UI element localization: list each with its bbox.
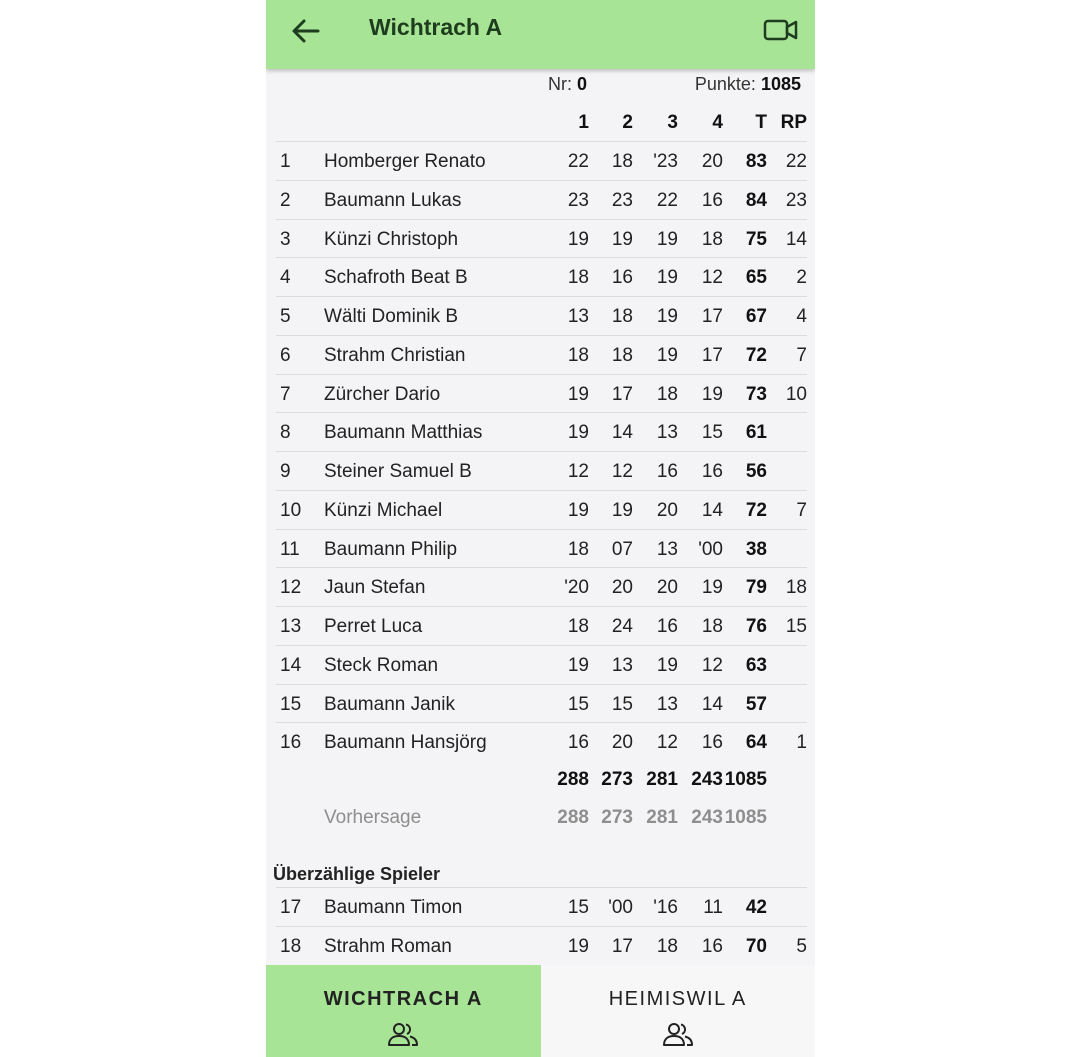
round-2-score: 07 [611,538,633,560]
player-name: Homberger Renato [324,151,486,172]
tab-heimiswil-a[interactable] [541,965,816,1057]
round-2-score: 12 [611,461,633,482]
total-score: 56 [745,461,767,482]
round-4-score: 18 [701,616,723,637]
total-score: 63 [745,654,767,676]
total-score: 83 [745,151,767,172]
round-1-score: 18 [567,538,589,560]
round-2-score: 24 [611,616,633,637]
prediction-cell: 1085 [724,807,767,828]
back-button[interactable] [288,13,324,49]
round-2-score: 17 [611,383,633,405]
rp-score [771,646,807,685]
round-1-score: 18 [567,267,589,289]
round-4-score: 15 [701,422,723,444]
round-3-score: '16 [653,897,678,918]
round-3-score: 19 [656,654,678,676]
round-3-score: 22 [656,189,678,211]
round-1-score: 19 [567,383,589,405]
bottom-tab-bar [266,965,815,1057]
rp-score [771,685,807,724]
round-1-score: 15 [567,693,589,715]
round-3-score: 16 [656,616,678,637]
prediction-cell: 243 [691,807,723,828]
table-row[interactable] [276,926,807,966]
rp-score: 7 [796,344,807,366]
round-3-score: 19 [656,306,678,327]
rp-score: 18 [785,577,807,599]
player-name: Baumann Lukas [324,189,462,211]
round-1-score: 19 [567,499,589,521]
round-2-score: 13 [611,654,633,676]
player-name: Baumann Matthias [324,422,483,444]
round-2-score: 20 [611,732,633,754]
round-4-score: 16 [701,935,723,957]
total-score: 84 [745,189,767,211]
total-score: 67 [745,306,767,327]
round-3-score: 19 [656,344,678,366]
row-number: 15 [280,693,302,715]
round-2-score: 20 [611,577,633,599]
round-4-score: 16 [701,189,723,211]
prediction-cell: 288 [557,807,589,828]
round-1-score: '20 [564,577,589,599]
nr-label: Nr: [548,74,572,94]
app-screen [266,0,815,1057]
column-header: T [755,112,767,133]
round-3-score: 20 [656,499,678,521]
app-bar [266,0,815,69]
prediction-cell: 281 [646,807,678,828]
row-number: 13 [280,616,302,637]
table-row[interactable] [276,684,807,724]
prediction-cell: 273 [601,807,633,828]
column-header: 4 [712,112,723,133]
table-row[interactable] [276,529,807,569]
round-2-score: 18 [611,151,633,172]
round-1-score: 18 [567,616,589,637]
table-row[interactable] [276,490,807,530]
player-name: Strahm Christian [324,344,466,366]
table-row[interactable] [276,296,807,336]
round-2-score: 14 [611,422,633,444]
table-row[interactable] [276,412,807,452]
summary-row [266,74,815,102]
round-1-score: 18 [567,344,589,366]
rp-score: 7 [796,499,807,521]
round-4-score: '00 [698,538,723,560]
round-1-score: 19 [567,228,589,250]
round-2-score: 17 [611,935,633,957]
player-name: Künzi Christoph [324,228,459,250]
player-name: Steiner Samuel B [324,461,472,482]
player-name: Steck Roman [324,654,439,676]
round-2-score: 23 [611,189,633,211]
rp-score [771,888,807,927]
rp-score [771,530,807,569]
round-1-score: 19 [567,654,589,676]
table-row[interactable] [276,722,807,762]
row-number: 6 [280,344,291,366]
tab-label: HEIMISWIL A [608,988,747,1010]
round-4-score: 20 [701,151,723,172]
round-4-score: 16 [701,461,723,482]
player-name: Wälti Dominik B [324,306,459,327]
round-1-score: 19 [567,935,589,957]
table-row[interactable] [276,606,807,646]
player-name: Jaun Stefan [324,577,426,599]
rp-score [771,452,807,491]
round-1-score: 23 [567,189,589,211]
round-4-score: 14 [701,499,723,521]
row-number: 2 [280,189,291,211]
round-3-score: 13 [656,538,678,560]
round-2-score: 18 [611,306,633,327]
table-row[interactable] [276,645,807,685]
round-1-score: 22 [567,151,589,172]
round-4-score: 14 [701,693,723,715]
table-row[interactable] [276,257,807,297]
table-row[interactable] [276,141,807,181]
round-3-score: 13 [656,422,678,444]
row-number: 7 [280,383,291,405]
round-4-score: 12 [701,654,723,676]
rp-score: 4 [796,306,807,327]
player-name: Baumann Hansjörg [324,732,487,754]
row-number: 12 [280,577,302,599]
total-score: 42 [745,897,767,918]
player-name: Künzi Michael [324,499,443,521]
row-number: 17 [280,897,302,918]
table-row[interactable] [276,335,807,375]
total-score: 57 [745,693,767,715]
extra-players-title: Überzählige Spieler [273,864,441,884]
rp-score: 1 [796,732,807,754]
row-number: 10 [280,499,302,521]
round-3-score: '23 [653,151,678,172]
video-camera-icon [761,14,801,46]
player-name: Baumann Timon [324,897,463,918]
total-score: 72 [745,344,767,366]
punkte-label: Punkte: [694,74,756,94]
row-number: 16 [280,732,302,754]
total-cell: 288 [557,769,589,790]
round-2-score: 16 [611,267,633,289]
total-score: 79 [745,577,767,599]
total-cell: 1085 [724,769,767,790]
player-name: Schafroth Beat B [324,267,468,289]
round-2-score: 19 [611,499,633,521]
row-number: 5 [280,306,291,327]
round-2-score: 19 [611,228,633,250]
round-1-score: 19 [567,422,589,444]
row-number: 8 [280,422,291,444]
rp-score: 10 [785,383,807,405]
round-3-score: 18 [656,935,678,957]
player-name: Strahm Roman [324,935,452,957]
round-4-score: 11 [703,897,723,918]
round-2-score: 18 [611,344,633,366]
rp-score: 5 [796,935,807,957]
round-3-score: 19 [656,228,678,250]
table-header [276,103,807,142]
round-1-score: 16 [567,732,589,754]
row-number: 18 [280,935,302,957]
row-number: 9 [280,461,291,482]
rp-score: 22 [785,151,807,172]
total-score: 64 [745,732,767,754]
row-number: 4 [280,267,291,289]
round-2-score: 15 [611,693,633,715]
rp-score: 2 [796,267,807,289]
nr-value: 0 [577,74,588,94]
total-score: 38 [745,538,767,560]
punkte-value: 1085 [760,74,801,94]
round-4-score: 17 [701,306,723,327]
round-2-score: '00 [608,897,633,918]
tab-wichtrach-a[interactable] [266,965,541,1057]
table-row[interactable] [276,567,807,607]
table-row[interactable] [276,887,807,927]
total-score: 65 [745,267,767,289]
total-score: 73 [745,383,767,405]
round-4-score: 18 [701,228,723,250]
total-cell: 243 [691,769,723,790]
totals-row [276,760,807,799]
prediction-label: Vorhersage [324,807,422,828]
total-score: 72 [745,499,767,521]
row-number: 3 [280,228,291,250]
total-cell: 281 [646,769,678,790]
total-score: 76 [745,616,767,637]
round-3-score: 18 [656,383,678,405]
column-header: RP [780,112,807,133]
round-4-score: 19 [701,577,723,599]
rp-score: 14 [785,228,807,250]
table-row[interactable] [276,219,807,259]
round-3-score: 12 [656,732,678,754]
round-1-score: 13 [567,306,589,327]
tab-label: WICHTRACH A [323,988,483,1010]
page-title: Wichtrach A [369,14,503,40]
round-4-score: 19 [701,383,723,405]
team-icon [386,1020,420,1048]
table-row[interactable] [276,374,807,414]
column-header: 1 [578,112,589,133]
row-number: 11 [280,538,300,560]
rp-score: 15 [785,616,807,637]
rp-score [771,413,807,452]
round-4-score: 17 [701,344,723,366]
round-3-score: 20 [656,577,678,599]
round-3-score: 19 [656,267,678,289]
column-header: 3 [667,112,678,133]
player-name: Zürcher Dario [324,383,441,405]
punkte-display [695,74,801,95]
player-name: Baumann Philip [324,538,458,560]
nr-display [548,74,587,95]
table-row[interactable] [276,180,807,220]
prediction-row [276,798,807,837]
round-3-score: 16 [656,461,678,482]
row-number: 1 [280,151,291,172]
round-4-score: 12 [701,267,723,289]
round-1-score: 12 [567,461,589,482]
round-4-score: 16 [701,732,723,754]
team-icon [661,1020,695,1048]
round-1-score: 15 [567,897,589,918]
column-header: 2 [622,112,633,133]
table-row[interactable] [276,451,807,491]
player-name: Baumann Janik [324,693,455,715]
rp-score: 23 [785,189,807,211]
row-number: 14 [280,654,302,676]
total-score: 70 [745,935,767,957]
video-button[interactable] [761,14,801,46]
player-name: Perret Luca [324,616,423,637]
total-score: 61 [745,422,767,444]
total-score: 75 [745,228,767,250]
arrow-left-icon [288,13,324,49]
total-cell: 273 [601,769,633,790]
round-3-score: 13 [656,693,678,715]
